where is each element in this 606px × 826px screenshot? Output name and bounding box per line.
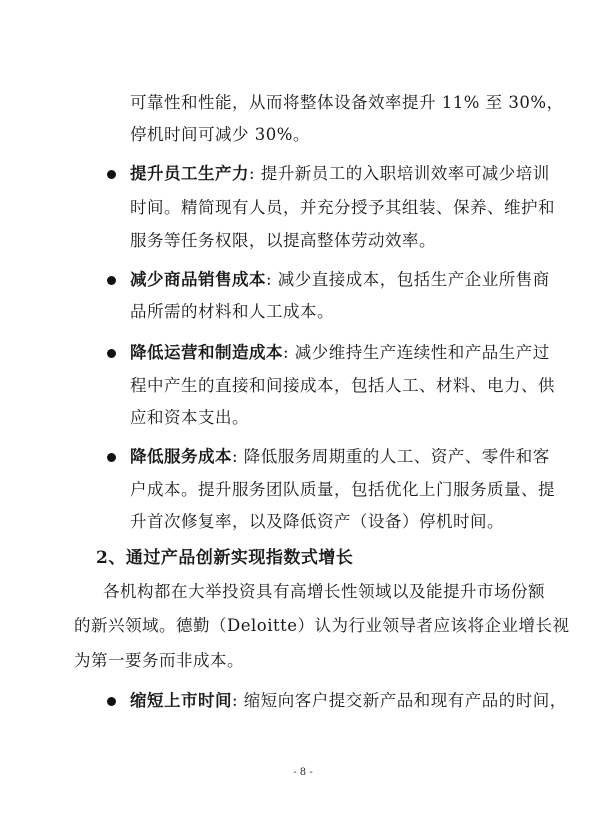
- bullet-2-line-2: 品所需的材料和人工成本。: [130, 302, 334, 321]
- bullet-4-line-3: 升首次修复率，以及降低资产（设备）停机时间。: [130, 512, 504, 531]
- bullet-3-line-2: 程中产生的直接和间接成本，包括人工、材料、电力、供: [130, 376, 555, 395]
- bullet-dot: [107, 349, 116, 358]
- bullet-1-title: 提升员工生产力: [130, 164, 249, 183]
- section-paragraph-line-2: 的新兴领域。德勤（Deloitte）认为行业领导者应该将企业增长视: [74, 616, 570, 635]
- bullet-1-line-2: 时间。精简现有人员，并充分授予其组装、保养、维护和: [130, 198, 555, 217]
- section-paragraph-line-3: 为第一要务而非成本。: [74, 651, 244, 670]
- bullet-2-line-1: [130, 270, 550, 290]
- page-number: - 8 -: [293, 767, 313, 778]
- bullet-dot: [107, 453, 116, 462]
- continuation-line-2: 停机时间可减少 30%。: [130, 125, 310, 144]
- bullet-1-text: : 提升新员工的入职培训效率可减少培训: [249, 164, 550, 183]
- bullet-dot: [107, 170, 116, 179]
- bullet-4-line-1: [130, 447, 550, 467]
- bullet-3-line-1: [130, 343, 550, 363]
- bullet-5-text: : 缩短向客户提交新产品和现有产品的时间，: [232, 691, 567, 710]
- bullet-1-line-1: [130, 164, 550, 184]
- bullet-2-text: : 减少直接成本，包括生产企业所售商: [266, 270, 550, 289]
- bullet-4-line-2: 户成本。提升服务团队质量，包括优化上门服务质量、提: [130, 480, 555, 499]
- continuation-line-1: 可靠性和性能，从而将整体设备效率提升 11% 至 30%，: [130, 93, 564, 112]
- bullet-2-title: 减少商品销售成本: [130, 270, 266, 289]
- bullet-4-title: 降低服务成本: [130, 447, 232, 466]
- section-paragraph-line-1: 各机构都在大举投资具有高增长性领域以及能提升市场份额: [103, 582, 545, 601]
- bullet-5-line-1: [130, 691, 567, 711]
- bullet-dot: [107, 276, 116, 285]
- bullet-5-title: 缩短上市时间: [130, 691, 232, 710]
- section-heading: 2、通过产品创新实现指数式增长: [96, 548, 354, 568]
- bullet-3-line-3: 应和资本支出。: [130, 408, 249, 427]
- bullet-1-line-3: 服务等任务权限，以提高整体劳动效率。: [130, 231, 436, 250]
- bullet-4-text: : 降低服务周期重的人工、资产、零件和客: [232, 447, 550, 466]
- bullet-dot: [107, 697, 116, 706]
- bullet-3-text: : 减少维持生产连续性和产品生产过: [283, 343, 550, 362]
- bullet-3-title: 降低运营和制造成本: [130, 343, 283, 362]
